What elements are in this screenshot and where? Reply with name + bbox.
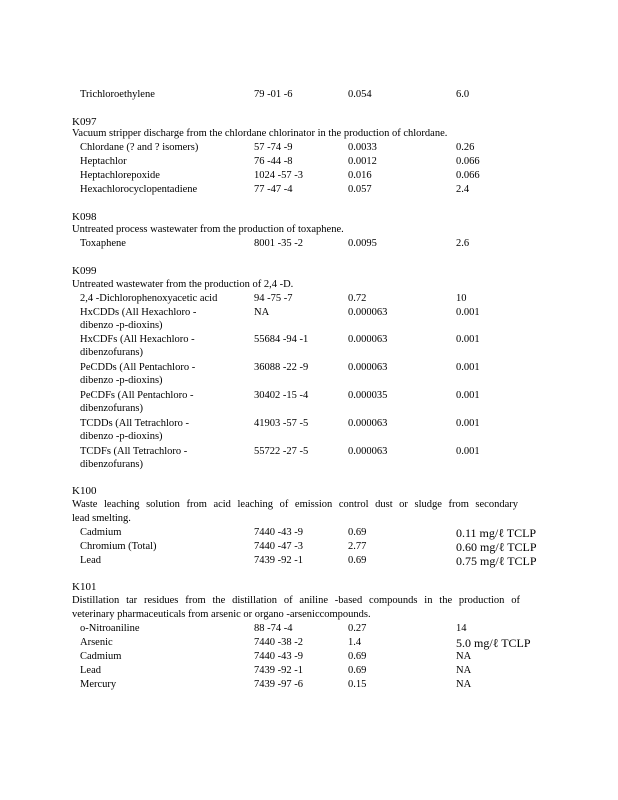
constituent-name: Heptachlorepoxide [80, 170, 160, 181]
constituent-name-cont: dibenzofurans) [80, 459, 143, 470]
cas-number: 88 -74 -4 [254, 623, 293, 634]
cas-number: 1024 -57 -3 [254, 170, 303, 181]
waste-code: K100 [72, 485, 97, 497]
constituent-name: PeCDFs (All Pentachloro - [80, 390, 194, 401]
cas-number: 79 -01 -6 [254, 89, 293, 100]
table-row [0, 445, 618, 459]
cas-number: 7440 -43 -9 [254, 527, 303, 538]
cas-number: 76 -44 -8 [254, 156, 293, 167]
wastewater-standard: 2.77 [348, 541, 367, 552]
table-row [0, 333, 618, 347]
table-row [0, 292, 618, 306]
constituent-name: PeCDDs (All Pentachloro - [80, 362, 196, 373]
cas-number: 94 -75 -7 [254, 293, 293, 304]
table-row [0, 88, 618, 102]
table-row [0, 622, 618, 636]
waste-description: Distillation tar residues from the distillation of aniline -based compounds in the production of [72, 595, 520, 606]
nonwastewater-standard: 10 [456, 293, 467, 304]
wastewater-standard: 0.000063 [348, 418, 388, 429]
cas-number: 55684 -94 -1 [254, 334, 309, 345]
wastewater-standard: 0.69 [348, 555, 367, 566]
cas-number: 77 -47 -4 [254, 184, 293, 195]
constituent-name: Chromium (Total) [80, 541, 157, 552]
wastewater-standard: 0.000063 [348, 446, 388, 457]
nonwastewater-standard: 0.26 [456, 142, 475, 153]
wastewater-standard: 0.0095 [348, 238, 377, 249]
table-row [0, 306, 618, 320]
constituent-name: o-Nitroaniline [80, 623, 140, 634]
cas-number: 7439 -97 -6 [254, 679, 303, 690]
wastewater-standard: 0.000063 [348, 307, 388, 318]
wastewater-standard: 0.69 [348, 527, 367, 538]
waste-description: veterinary pharmaceuticals from arsenic or organo -arseniccompounds. [72, 609, 371, 620]
constituent-name-cont: dibenzofurans) [80, 403, 143, 414]
nonwastewater-standard: NA [456, 679, 472, 690]
table-row [0, 389, 618, 403]
wastewater-standard: 0.0033 [348, 142, 377, 153]
nonwastewater-standard: 2.4 [456, 184, 470, 195]
cas-number: 8001 -35 -2 [254, 238, 303, 249]
nonwastewater-standard: 0.001 [456, 362, 480, 373]
constituent-name: Arsenic [80, 637, 113, 648]
constituent-name: Lead [80, 555, 101, 566]
cas-number: 30402 -15 -4 [254, 390, 309, 401]
waste-code: K099 [72, 265, 97, 277]
constituent-name: TCDDs (All Tetrachloro - [80, 418, 190, 429]
table-row [0, 169, 618, 183]
table-row [0, 678, 618, 692]
table-row [0, 237, 618, 251]
cas-number: 7440 -38 -2 [254, 637, 303, 648]
wastewater-standard: 0.72 [348, 293, 367, 304]
waste-code: K097 [72, 116, 97, 128]
waste-description: Vacuum stripper discharge from the chlordane chlorinator in the production of chlordane. [72, 128, 448, 139]
table-row [0, 155, 618, 169]
wastewater-standard: 0.69 [348, 651, 367, 662]
constituent-name: Lead [80, 665, 101, 676]
cas-number: NA [254, 307, 270, 318]
waste-code: K101 [72, 581, 97, 593]
table-row [0, 636, 618, 650]
table-row [0, 664, 618, 678]
constituent-name: Mercury [80, 679, 117, 690]
nonwastewater-standard: 0.60 mg/ℓ TCLP [456, 540, 537, 554]
cas-number: 7439 -92 -1 [254, 555, 303, 566]
constituent-name-cont: dibenzo -p-dioxins) [80, 375, 163, 386]
table-row [0, 141, 618, 155]
constituent-name: HxCDDs (All Hexachloro - [80, 307, 197, 318]
waste-description: Untreated process wastewater from the production of toxaphene. [72, 224, 344, 235]
wastewater-standard: 0.054 [348, 89, 372, 100]
constituent-name-cont: dibenzo -p-dioxins) [80, 320, 163, 331]
wastewater-standard: 0.000063 [348, 334, 388, 345]
nonwastewater-standard: NA [456, 665, 472, 676]
cas-number: 7440 -47 -3 [254, 541, 303, 552]
table-row [0, 650, 618, 664]
constituent-name-cont: dibenzofurans) [80, 347, 143, 358]
waste-description: Untreated wastewater from the production of 2,4 -D. [72, 279, 294, 290]
cas-number: 36088 -22 -9 [254, 362, 309, 373]
wastewater-standard: 1.4 [348, 637, 362, 648]
nonwastewater-standard: NA [456, 651, 472, 662]
nonwastewater-standard: 0.75 mg/ℓ TCLP [456, 554, 537, 568]
nonwastewater-standard: 2.6 [456, 238, 470, 249]
constituent-name: HxCDFs (All Hexachloro - [80, 334, 195, 345]
constituent-name-cont: dibenzo -p-dioxins) [80, 431, 163, 442]
table-row [0, 183, 618, 197]
constituent-name: Heptachlor [80, 156, 127, 167]
nonwastewater-standard: 5.0 mg/ℓ TCLP [456, 636, 531, 650]
nonwastewater-standard: 0.001 [456, 307, 480, 318]
table-row [0, 526, 618, 540]
constituent-name: 2,4 -Dichlorophenoxyacetic acid [80, 293, 218, 304]
cas-number: 41903 -57 -5 [254, 418, 309, 429]
table-row [0, 417, 618, 431]
nonwastewater-standard: 0.11 mg/ℓ TCLP [456, 526, 537, 540]
nonwastewater-standard: 0.001 [456, 334, 480, 345]
nonwastewater-standard: 0.001 [456, 390, 480, 401]
cas-number: 55722 -27 -5 [254, 446, 309, 457]
wastewater-standard: 0.016 [348, 170, 372, 181]
nonwastewater-standard: 0.001 [456, 446, 480, 457]
wastewater-standard: 0.27 [348, 623, 367, 634]
wastewater-standard: 0.000035 [348, 390, 388, 401]
cas-number: 57 -74 -9 [254, 142, 293, 153]
constituent-name: Chlordane (? and ? isomers) [80, 142, 199, 153]
waste-description: lead smelting. [72, 513, 131, 524]
waste-description: Waste leaching solution from acid leaching of emission control dust or sludge from secondary [72, 499, 518, 510]
constituent-name: Toxaphene [80, 238, 126, 249]
wastewater-standard: 0.0012 [348, 156, 377, 167]
constituent-name: Cadmium [80, 527, 122, 538]
constituent-name: Trichloroethylene [80, 89, 155, 100]
table-row [0, 540, 618, 554]
wastewater-standard: 0.15 [348, 679, 367, 690]
constituent-name: TCDFs (All Tetrachloro - [80, 446, 188, 457]
constituent-name: Cadmium [80, 651, 122, 662]
table-row [0, 554, 618, 568]
cas-number: 7439 -92 -1 [254, 665, 303, 676]
nonwastewater-standard: 6.0 [456, 89, 470, 100]
constituent-name: Hexachlorocyclopentadiene [80, 184, 198, 195]
waste-code: K098 [72, 211, 97, 223]
wastewater-standard: 0.057 [348, 184, 372, 195]
nonwastewater-standard: 14 [456, 623, 467, 634]
nonwastewater-standard: 0.066 [456, 170, 480, 181]
wastewater-standard: 0.69 [348, 665, 367, 676]
table-row [0, 361, 618, 375]
cas-number: 7440 -43 -9 [254, 651, 303, 662]
wastewater-standard: 0.000063 [348, 362, 388, 373]
nonwastewater-standard: 0.001 [456, 418, 480, 429]
nonwastewater-standard: 0.066 [456, 156, 480, 167]
